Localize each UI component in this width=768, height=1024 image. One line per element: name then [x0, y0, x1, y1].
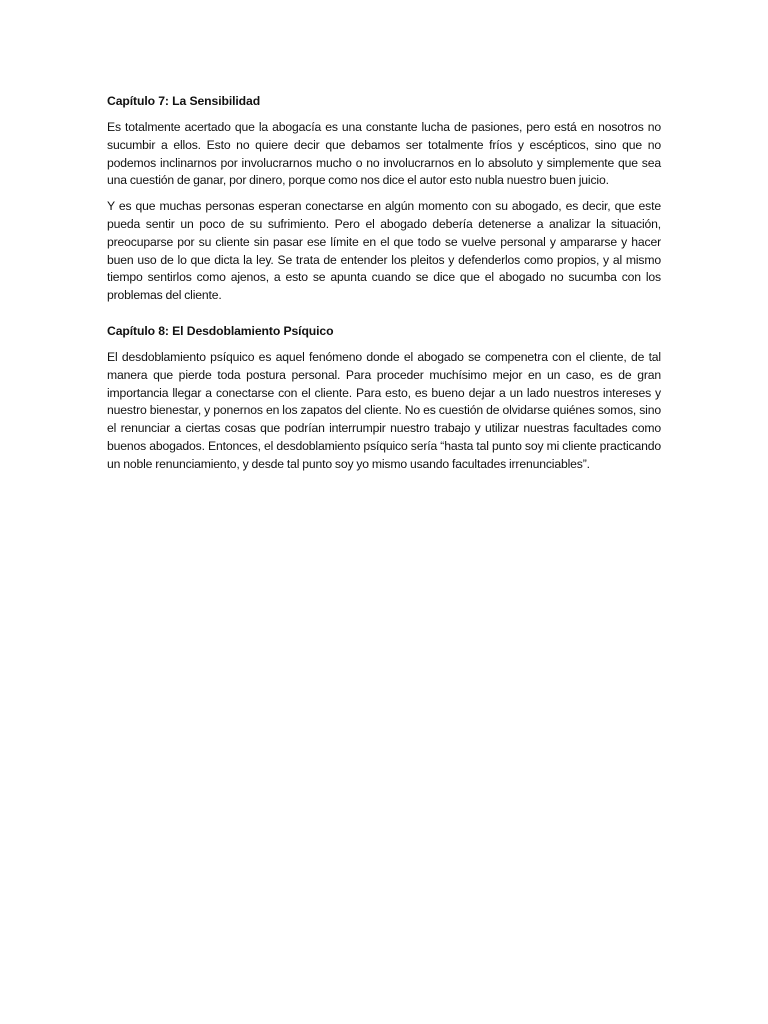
chapter-7-heading: Capítulo 7: La Sensibilidad	[107, 94, 261, 108]
chapter-7-paragraph-2: Y es que muchas personas esperan conectarse en algún momento con su abogado, es decir, que este pueda sentir un poco de su sufrimiento. Pero el abogado debería detenerse a analizar la situación, preocuparse por su cliente sin pasar ese límite en el que todo se vuelve personal y ampararse y hacer buen uso de lo que dicta la ley. Se trata de entender los pleitos y defenderlos como propios, y al mismo tiempo sentirlos como ajenos, a esto se apunta cuando se dice que el abogado no sucumba con los problemas del cliente.	[107, 199, 661, 303]
chapter-7-paragraph-1: Es totalmente acertado que la abogacía es una constante lucha de pasiones, pero está en nosotros no sucumbir a ellos. Esto no quiere decir que debamos ser totalmente fríos y escépticos, sino que no podemos inclinarnos por involucrarnos mucho o no involucrarnos en lo absoluto y simplemente que sea una cuestión de ganar, por dinero, porque como nos dice el autor esto nubla nuestro buen juicio.	[107, 120, 661, 188]
chapter-8-paragraph-1: El desdoblamiento psíquico es aquel fenómeno donde el abogado se compenetra con el cliente, de tal manera que pierde toda postura personal. Para proceder muchísimo mejor en un caso, es de gran importancia llegar a conectarse con el cliente. Para esto, es bueno dejar a un lado nuestros intereses y nuestro bienestar, y ponernos en los zapatos del cliente. No es cuestión de olvidarse quiénes somos, sino el renunciar a ciertas cosas que podrían interrumpir nuestro trabajo y utilizar nuestras facultades como buenos abogados. Entonces, el desdoblamiento psíquico sería “hasta tal punto soy mi cliente practicando un noble renunciamiento, y desde tal punto soy yo mismo usando facultades irrenunciables”.	[107, 349, 661, 471]
chapter-8-heading: Capítulo 8: El Desdoblamiento Psíquico	[107, 323, 334, 338]
section-spacer	[107, 313, 661, 322]
document-page	[107, 92, 661, 482]
